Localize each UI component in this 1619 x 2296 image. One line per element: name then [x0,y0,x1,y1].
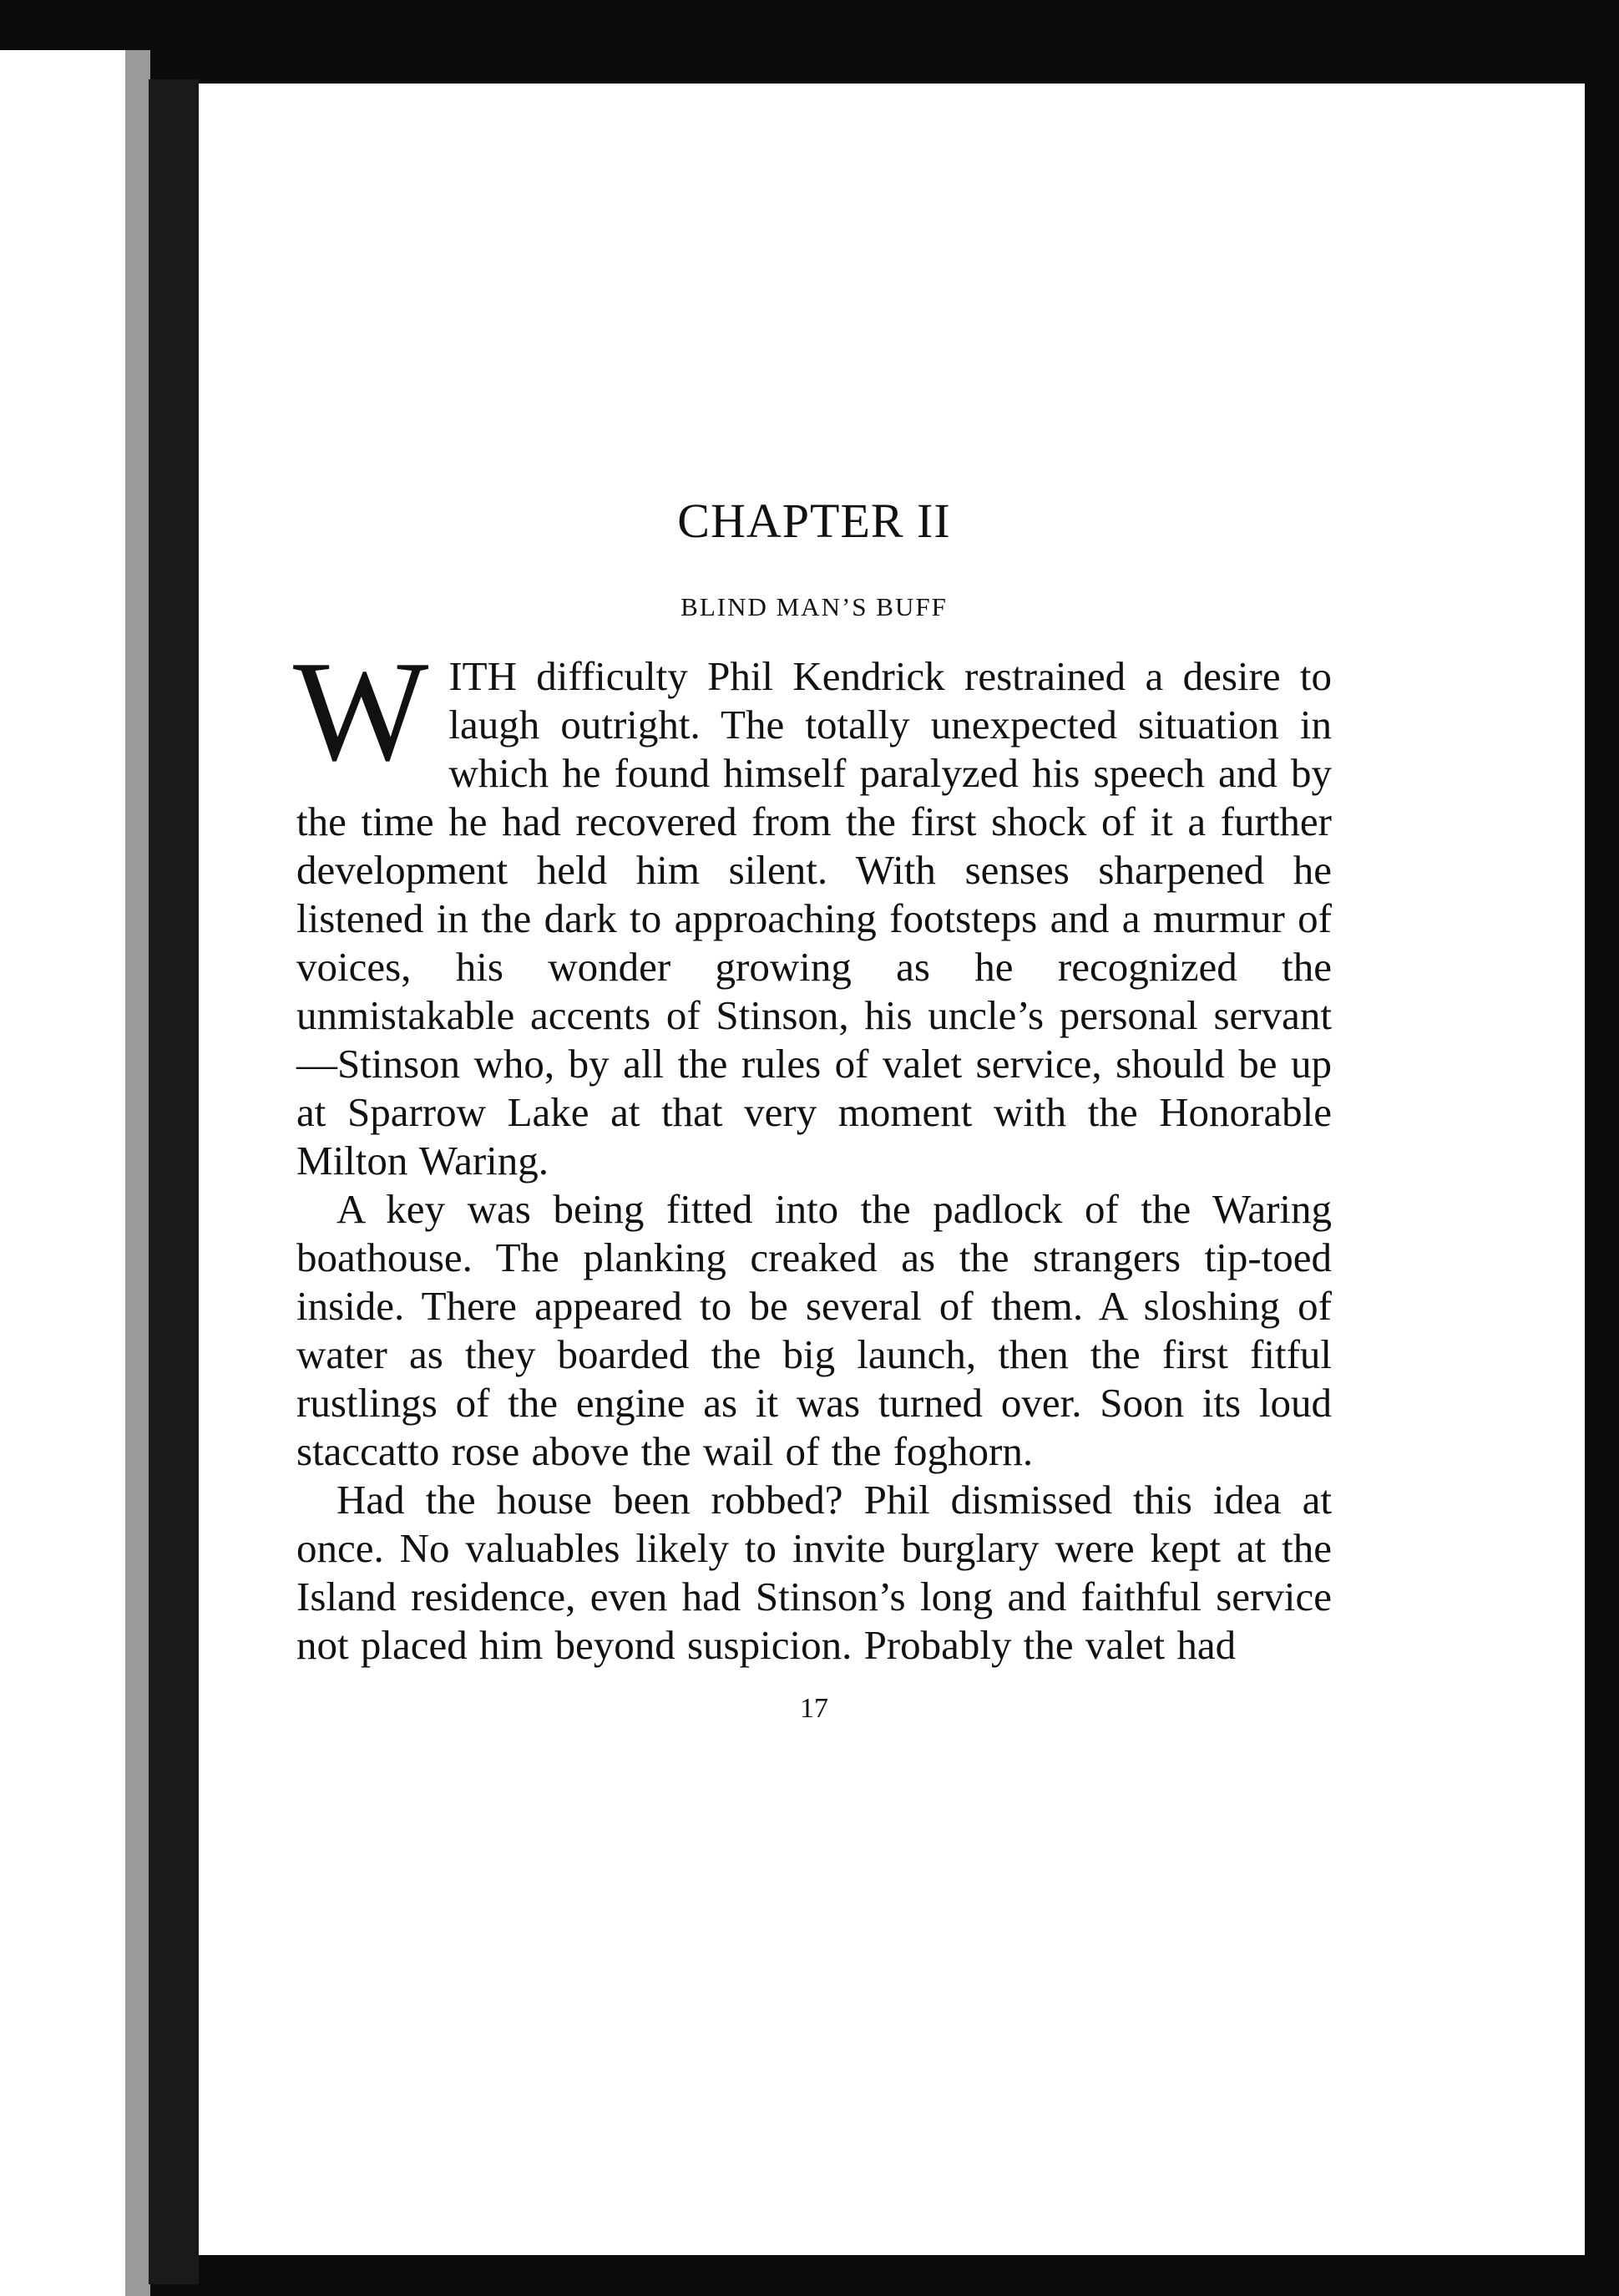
paragraph-1 [293,632,1332,1185]
paragraph-1-text: ITH difficulty Phil Kendrick restrained a desire to laugh outright. The totally unexpected situation in which he found himself paralyzed his speech and by the time he had recovered from the first shock of it a further development held him silent. With senses sharpened he listened in the dark to approaching footsteps and a murmur of voices, his wonder growing as he recognized the unmistakable accents of Stinson, his uncle’s personal servant—Stinson who, by all the rules of valet service, should be up at Sparrow Lake at that very moment with the Honorable Milton Waring. [296,653,1332,1183]
page-number: 17 [800,1693,828,1724]
paragraph-3: Had the house been robbed? Phil dismissed this idea at once. No valuables likely to invite burglary were kept at the Island residence, even had Stinson’s long and faithful service not placed him beyond suspicion. Probably the valet had [296,1477,1332,1668]
chapter-subtitle: BLIND MAN’S BUFF [680,592,948,621]
facing-page-edge [125,50,150,2296]
chapter-title: CHAPTER II [677,494,951,548]
drop-cap: W [293,632,429,791]
page-content [293,493,1332,1725]
paragraph-2: A key was being fitted into the padlock of the Waring boathouse. The planking creaked as the strangers tip-toed inside. There appeared to be several of them. A sloshing of water as they boarded the big launch, then the first fitful rustlings of the engine as it was turned over. Soon its loud staccatto rose above the wail of the foghorn. [296,1186,1332,1474]
book-spine [149,79,199,2284]
facing-page [0,50,149,2296]
